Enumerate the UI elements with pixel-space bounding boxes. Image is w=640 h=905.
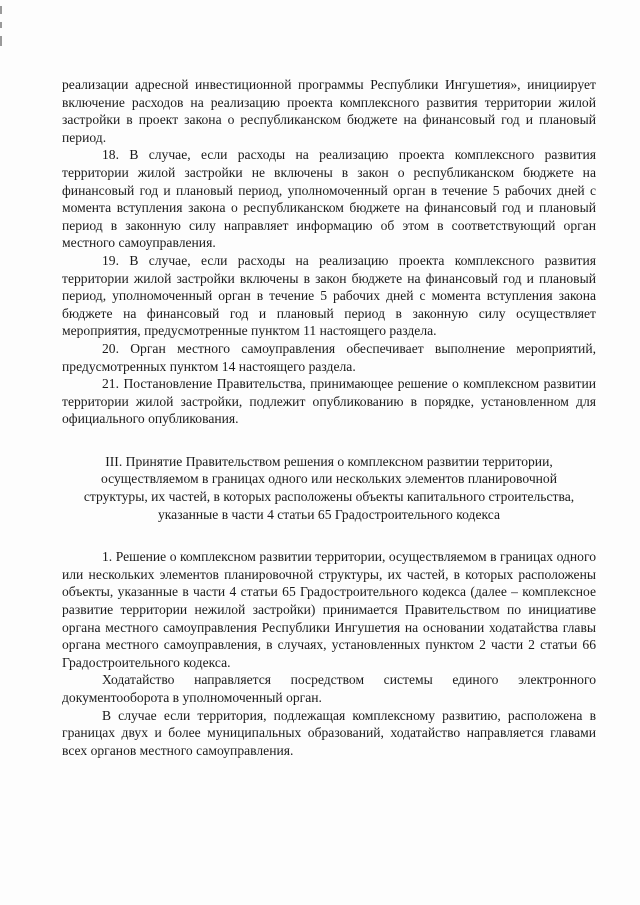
paragraph-multiple-municipalities: В случае если территория, подлежащая комплексному развитию, расположена в границах двух и более муниципальных образований, ходатайство направляется главами всех органов местного самоуправления. — [62, 707, 596, 758]
document-body — [62, 76, 596, 759]
paragraph-item-21: 21. Постановление Правительства, принимающее решение о комплексном развитии территории жилой застройки, подлежит опубликованию в порядке, установленном для официального опубликования. — [62, 376, 596, 427]
paragraph-item-20: 20. Орган местного самоуправления обеспечивает выполнение мероприятий, предусмотренных пунктом 14 настоящего раздела. — [62, 340, 596, 374]
scan-edge-mark — [0, 22, 2, 28]
paragraph-continuation: реализации адресной инвестиционной программы Республики Ингушетия», инициирует включение расходов на реализацию проекта комплексного развития территории жилой застройки в проект закона о республиканском бюджете на финансовый год и плановый период. — [62, 77, 596, 145]
scan-edge-mark — [0, 36, 2, 46]
paragraph-item-18: 18. В случае, если расходы на реализацию проекта комплексного развития территории жилой застройки не включены в закон о республиканском бюджете на финансовый год и плановый период, уполномоченный орган в течение 5 рабочих дней с момента вступления закона о республиканском бюджете на финансовый год и плановый период в законную силу направляет информацию об этом в соответствующий орган местного самоуправления. — [62, 147, 596, 251]
paragraph-petition-submission: Ходатайство направляется посредством системы единого электронного документооборота в уполномоченный орган. — [62, 672, 596, 705]
section-heading: III. Принятие Правительством решения о комплексном развитии территории, осуществляемом в границах одного или нескольких элементов планировочной структуры, их частей, в которых расположены объекты капитального строительства, указанные в части 4 статьи 65 Градостроительного кодекса — [83, 453, 575, 522]
scan-edge-mark — [0, 6, 2, 14]
paragraph-item-19: 19. В случае, если расходы на реализацию проекта комплексного развития территории жилой застройки включены в закон бюджете на финансовый год и плановый период, уполномоченный орган в течение 5 рабочих дней с момента вступления закона бюджете на финансовый год и плановый период в законную силу осуществляет мероприятия, предусмотренные пунктом 11 настоящего раздела. — [62, 252, 596, 339]
paragraph-section3-item-1: 1. Решение о комплексном развитии территории, осуществляемом в границах одного или нескольких элементов планировочной структуры, их частей, в которых расположены объекты, указанные в части 4 статьи 65 Градостроительного кодекса (далее – комплексное развитие территории нежилой застройки) принимается Правительством по инициативе органа местного самоуправления Республики Ингушетия на основании ходатайства главы органа местного самоуправления, в случаях, установленных пунктом 2 части 2 статьи 66 Градостроительного кодекса. — [62, 549, 596, 670]
